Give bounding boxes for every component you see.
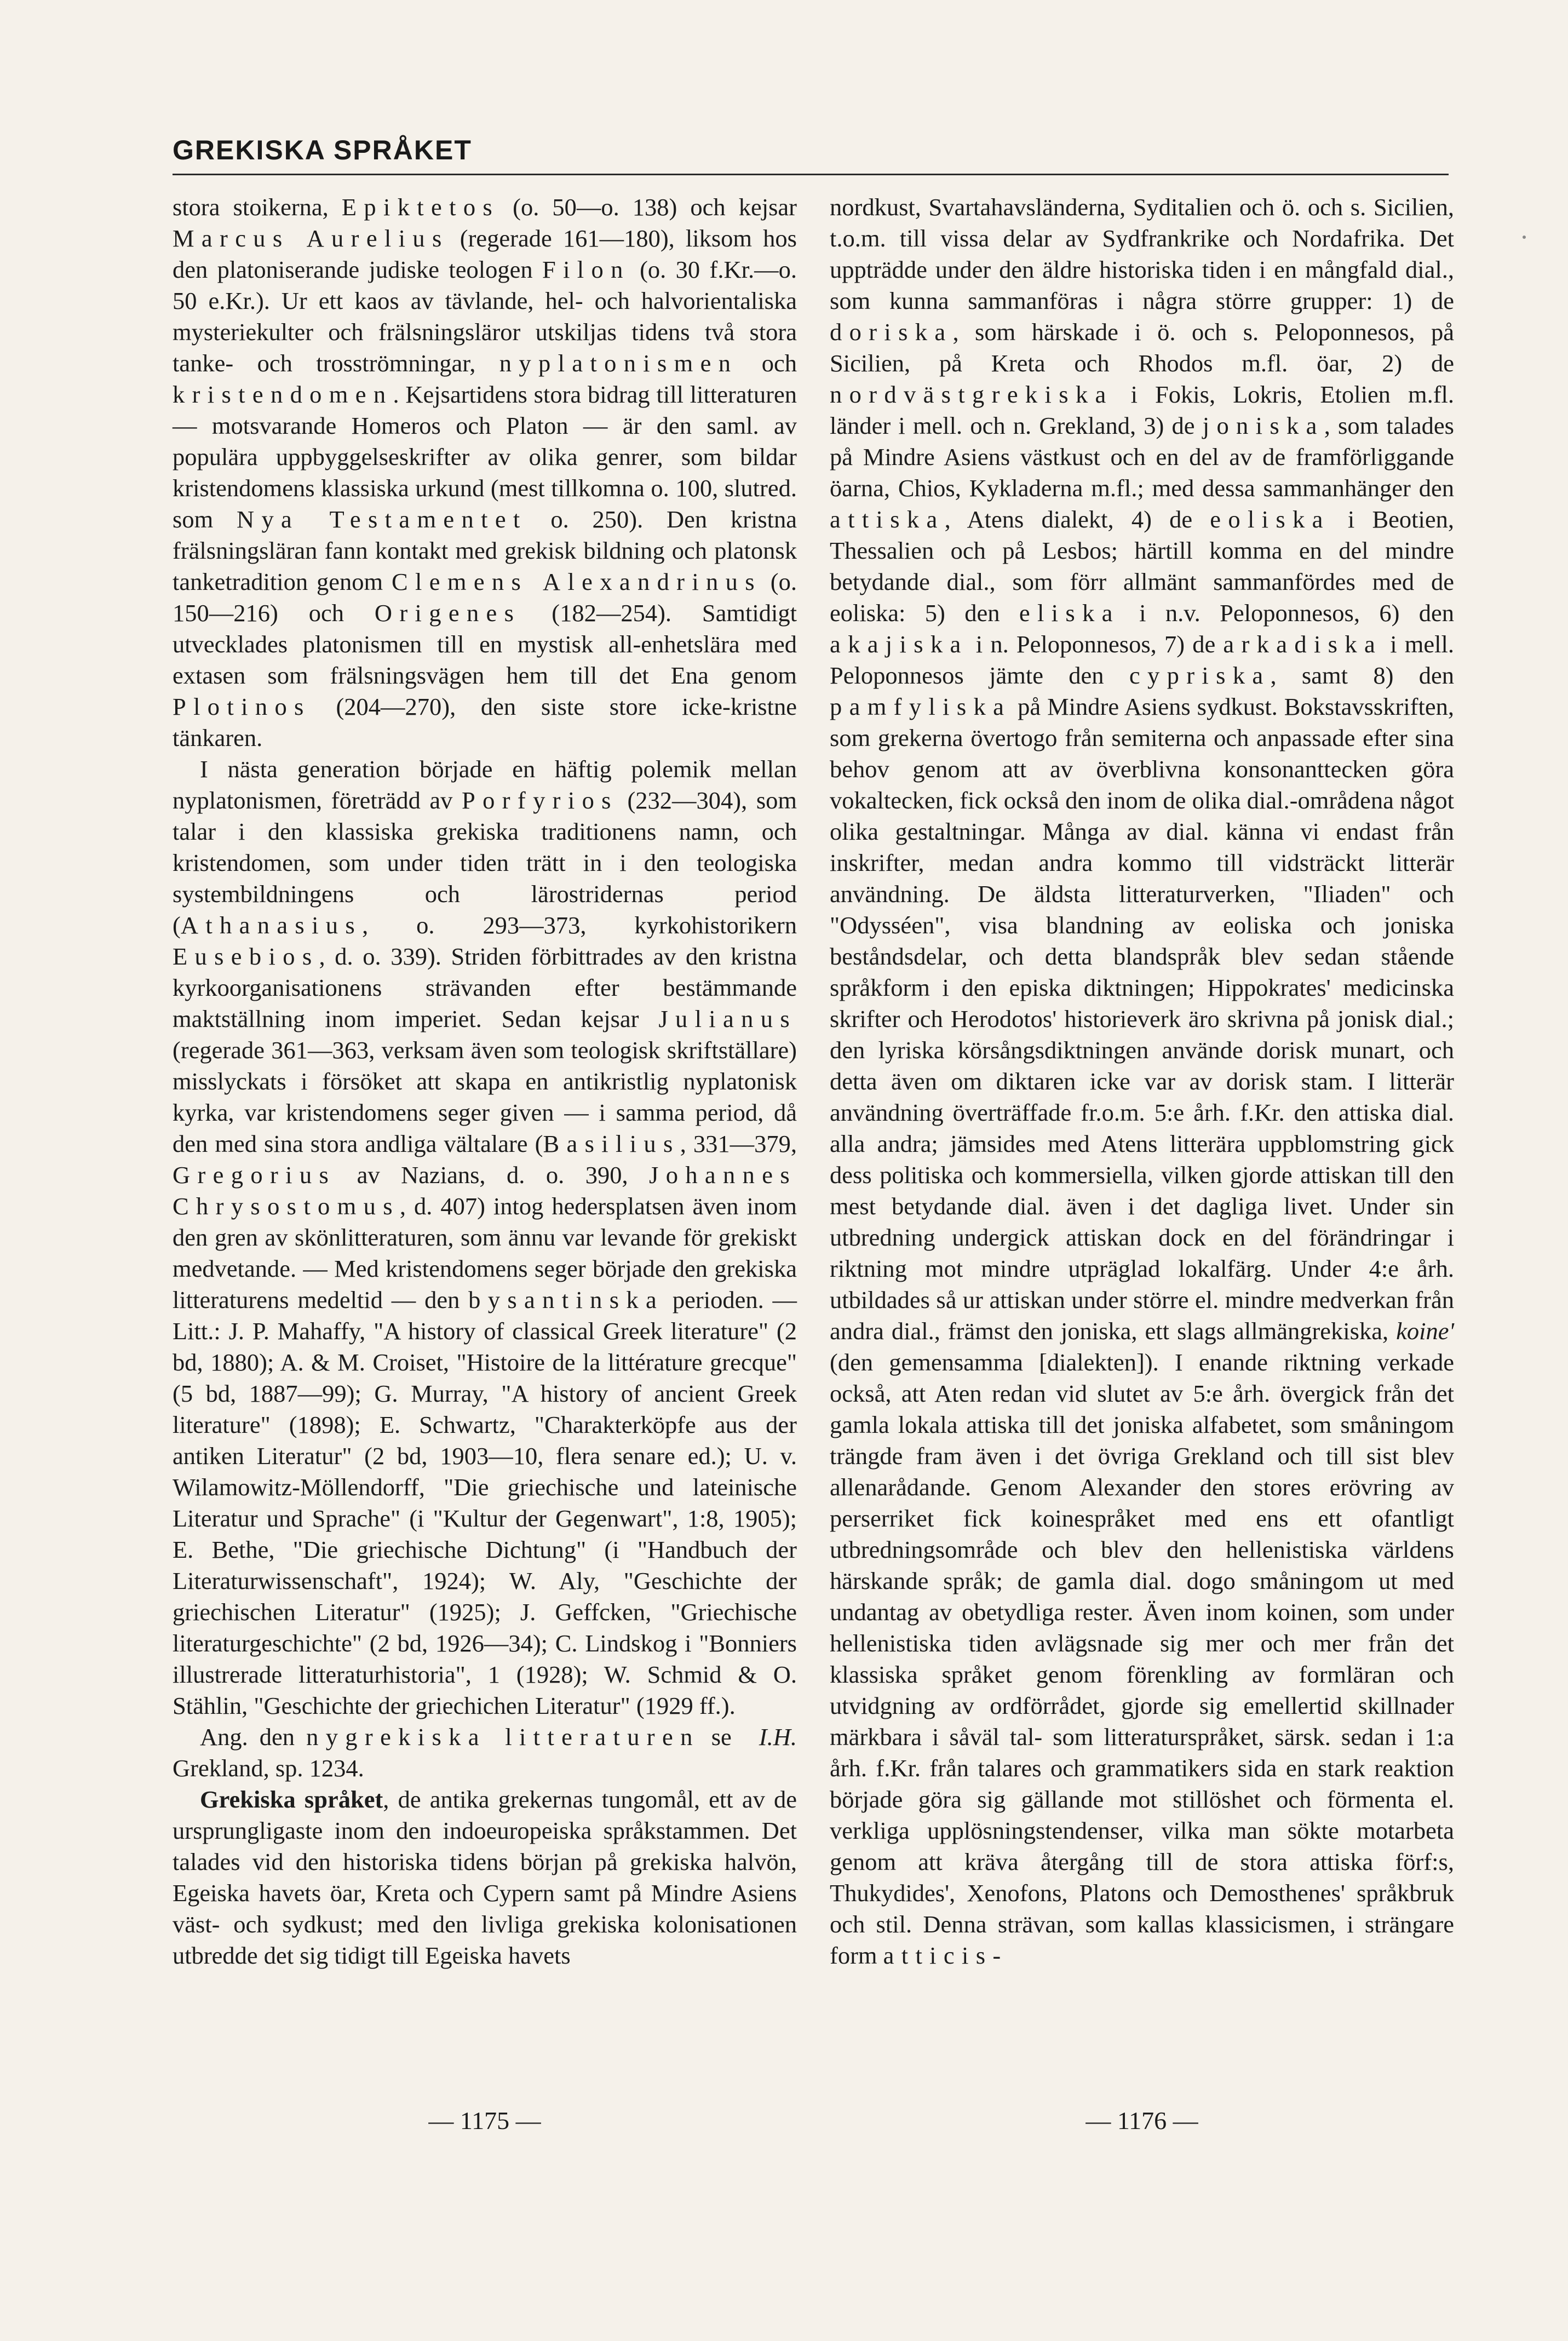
- spaced-term: Clemens Alexandrinus: [392, 568, 762, 595]
- spaced-term: Filon: [542, 256, 630, 283]
- left-paragraph-2-text: [173, 755, 797, 1719]
- author-signature: I.H.: [759, 1723, 797, 1751]
- spaced-term: bysantinska: [468, 1286, 664, 1313]
- spaced-term: Eusebios: [173, 943, 319, 970]
- text-run: (204—270), den siste store icke-kristne tänkaren.: [173, 693, 797, 751]
- spaced-term: Julianus: [658, 1005, 797, 1032]
- italic-term: koine': [1396, 1317, 1454, 1345]
- spaced-term: eoliska: [1210, 506, 1330, 533]
- speck-mark: [1523, 236, 1526, 239]
- text-run: , d. o. 339). Striden förbittrades av den kristna kyrkoorganisationens strävanden efter bestämmande maktställning inom imperiet. Sedan kejsar: [173, 943, 797, 1032]
- left-column: [173, 192, 797, 1971]
- text-run: i n.v. Peloponnesos, 6) den: [1119, 599, 1455, 627]
- text-run: i Beotien, Thessalien och på Lesbos; härtill komma en del mindre betydande dial., som förr allmänt sammanfördes med de eoliska: 5) den: [830, 506, 1454, 627]
- text-run: (182—254). Samtidigt utvecklades platonismen till en mystisk all-enhetslära med extasen som frälsningsvägen hem till det Ena genom: [173, 599, 797, 689]
- text-run: , samt 8) den: [1270, 662, 1454, 689]
- right-column: [830, 192, 1454, 1971]
- text-run: stora stoikerna,: [173, 193, 342, 221]
- text-run: . Kejsartidens stora bidrag till litteraturen — motsvarande Homeros och Platon — är den saml. av populära uppbyggelseskrifter av olika genrer, som bildar kristendomens klassiska urkund (mest tillkomna o. 100, slutred. som: [173, 381, 797, 533]
- spaced-term: Porfyrios: [462, 787, 618, 814]
- text-run: (regerade 161—180), liksom hos den platoniserande judiske teologen: [173, 225, 797, 283]
- text-run: I nästa generation började en häftig polemik mellan nyplatonismen, företrädd av: [173, 755, 797, 814]
- text-run: i n. Peloponnesos, 7) de: [968, 630, 1224, 658]
- text-run: (regerade 361—363, verksam även som teologisk skriftställare) misslyckats i försöket att skapa en antikristlig nyplatonisk kyrka, var kristendomens seger given — i samma period, då den med sina stora andliga vältalare (: [173, 1036, 797, 1157]
- spaced-term: arkadiska: [1223, 630, 1383, 658]
- spaced-term: attiska: [830, 506, 945, 533]
- spaced-term: nordvästgrekiska: [830, 381, 1113, 408]
- spaced-term: Basilius: [543, 1130, 680, 1157]
- text-run: nordkust, Svartahavsländerna, Syditalien och ö. och s. Sicilien, t.o.m. till vissa delar av Sydfrankrike och Nordafrika. Det uppträdde under den äldre historiska tiden i en mångfald dial., som kunna sammanföras i några större grupper: 1) de: [830, 193, 1454, 314]
- text-run: perioden. — Litt.: J. P. Mahaffy, "A history of classical Greek literature" (2 bd, 1880); A. & M. Croiset, "Histoire de la littérature grecque" (5 bd, 1887—99); G. Murray, "A history of ancient Greek literature" (1898); E. Schwartz, "Charakterköpfe aus der antiken Literatur" (2 bd, 1903—10, flera senare ed.); U. v. Wilamowitz-Möllendorff, "Die griechische und lateinische Literatur und Sprache" (i "Kultur der Gegenwart", 1:8, 1905); E. Bethe, "Die griechische Dichtung" (i "Handbuch der Literaturwissenschaft", 1924); W. Aly, "Geschichte der griechischen Literatur" (1925); J. Geffcken, "Griechische literaturgeschichte" (2 bd, 1926—34); C. Lindskog i "Bonniers illustrerade litteraturhistoria", 1 (1928); W. Schmid & O. Stählin, "Geschichte der griechichen Literatur" (1929 ff.).: [173, 1286, 797, 1719]
- page-number-right: — 1176 —: [1085, 2107, 1198, 2135]
- text-run: i Fokis, Lokris, Etolien m.fl. länder i mell. och n. Grekland, 3) de: [830, 381, 1454, 439]
- cross-reference: [173, 1722, 797, 1784]
- spaced-term: pamfyliska: [830, 693, 1012, 720]
- spaced-term: eliska: [1019, 599, 1120, 627]
- text-run: , o. 293—373, kyrkohistorikern: [362, 911, 797, 939]
- entry-headword: Grekiska språket: [200, 1786, 383, 1813]
- spaced-term: Gregorius: [173, 1161, 336, 1189]
- text-run: o. 250). Den kristna frälsningsläran fann kontakt med grekisk bildning och platonsk tanketradition genom: [173, 506, 797, 595]
- text-run: , de antika grekernas tungomål, ett av de ursprungligaste inom den indoeuropeiska språkstammen. Det talades vid den historiska tidens början på grekiska halvön, Egeiska havets öar, Kreta och Cypern samt på Mindre Asiens väst- och sydkust; med den livliga grekiska kolonisationen utbredde det sig tidigt till Egeiska havets: [173, 1786, 797, 1969]
- text-run: , d. 407) intog hedersplatsen även inom den gren av skönlitteraturen, som ännu var levande för grekiskt medvetande. — Med kristendomens seger började den grekiska litteraturens medeltid — den: [173, 1192, 797, 1313]
- text-run: , Atens dialekt, 4) de: [944, 506, 1210, 533]
- page-title: GREKISKA SPRÅKET: [173, 135, 472, 165]
- spaced-term: Nya Testamentet: [236, 506, 527, 533]
- text-run: (232—304), som talar i den klassiska grekiska traditionens namn, och kristendomen, som under tiden trätt in i den teologiska systembildningens och lärostridernas period (: [173, 787, 797, 939]
- text-run: (o. 50—o. 138) och kejsar: [499, 193, 797, 221]
- spaced-term: Johannes Chrysostomus: [173, 1161, 797, 1220]
- spaced-term: akajiska: [830, 630, 968, 658]
- spaced-term: Marcus Aurelius: [173, 225, 449, 252]
- text-run: (o. 150—216) och: [173, 568, 797, 627]
- left-paragraph-1: [173, 192, 797, 754]
- spaced-term: atticis-: [883, 1942, 1008, 1969]
- text-run: och: [738, 349, 797, 377]
- spaced-term: Epiktetos: [341, 193, 500, 221]
- page-number-left: — 1175 —: [428, 2107, 541, 2135]
- entry-grekiska-spraket: [173, 1784, 797, 1971]
- spaced-term: joniska: [1202, 412, 1324, 439]
- spaced-term: Plotinos: [173, 693, 311, 720]
- text-run: (o. 30 f.Kr.—o. 50 e.Kr.). Ur ett kaos av tävlande, hel- och halvorientaliska mysteriekulter och frälsningsläror utskiljas tidens två stora tanke- och trosströmningar,: [173, 256, 797, 377]
- text-run: se Grekland, sp. 1234.: [173, 1723, 732, 1782]
- right-paragraph-1: [830, 192, 1454, 1971]
- text-run: Ang. den: [200, 1723, 307, 1751]
- spaced-term: Athanasius: [180, 911, 363, 939]
- text-run: , som härskade i ö. och s. Peloponnesos, på Sicilien, på Kreta och Rhodos m.fl. öar, 2) de: [830, 318, 1454, 377]
- text-run: av Nazians, d. o. 390,: [336, 1161, 650, 1189]
- spaced-term: nygrekiska litteraturen: [306, 1723, 700, 1751]
- text-run: i mell. Peloponnesos jämte den: [830, 630, 1454, 689]
- text-run: (den gemensamma [dialekten]). I enande riktning verkade också, att Aten redan vid slutet av 5:e årh. övergick från det gamla lokala attiska till det joniska alfabetet, som småningom trängde fram även i det övriga Grekland och till sist blev allenarådande. Genom Alexander den stores erövring av perserriket fick koinespråket med ens ett ofantligt utbredningsområde och blev den hellenistiska världens härskande språk; de gamla dial. dogo småningom ut med undantag av obetydliga rester. Även inom koinen, som under hellenistiska tiden avlägsnade sig mer och mer från det klassiska språket genom förenkling av formläran och utvidgning av ordförrådet, gjorde sig emellertid skillnader märkbara i såväl tal- som litteraturspråket, särsk. sedan i 1:a årh. f.Kr. från talares och grammatikers sida en stark reaktion började göra sig gällande mot stillöshet och förmenta el. verkliga upplösningstendenser, vilka man sökte motarbeta genom att kräva återgång till de stora attiska förf:s, Thukydides', Xenofons, Platons och Demosthenes' språkbruk och stil. Denna strävan, som kallas klassicismen, i strängare form: [830, 1349, 1454, 1969]
- running-header: [173, 134, 1449, 175]
- text-run: , 331—379,: [680, 1130, 797, 1157]
- spaced-term: Origenes: [374, 599, 521, 627]
- spaced-term: cypriska: [1129, 662, 1271, 689]
- spaced-term: doriska: [830, 318, 953, 346]
- text-run: på Mindre Asiens sydkust. Bokstavsskriften, som grekerna övertogo från semiterna och anpassade efter sina behov genom att av överblivna konsonanttecken göra vokaltecken, fick också den inom de olika dial.-områdena något olika gestaltningar. Många av dial. känna vi endast från inskrifter, medan andra kommo till vidsträckt litterär användning. De äldsta litteraturverken, "Iliaden" och "Odysséen", visa blandning av eoliska och joniska beståndsdelar, och detta blandspråk blev sedan stående språkform i den episka diktningen; Hippokrates' medicinska skrifter och Herodotos' historieverk äro skrivna på jonisk dial.; den lyriska körsångsdiktningen använde dorisk munart, och detta även om diktaren icke var av dorisk stam. I litterär användning överträffade fr.o.m. 5:e årh. f.Kr. den attiska dial. alla andra; jämsides med Atens litterära uppblomstring gick dess politiska och kommersiella, vilken gjorde attiskan till den mest betydande dial. även i det dagliga livet. Under sin utbredning undergick attiskan dock en del förändringar i riktning mot mindre utpräglad lokalfärg. Under 4:e årh. utbildades så ur attiskan under större el. mindre medverkan från andra dial., främst den joniska, ett slags allmängrekiska,: [830, 693, 1454, 1345]
- text-run: , som talades på Mindre Asiens västkust och en del av de framförliggande öarna, Chios, Kykladerna m.fl.; med dessa sammanhänger den: [830, 412, 1454, 502]
- spaced-term: nyplatonismen: [499, 349, 738, 377]
- spaced-term: kristendomen: [173, 381, 393, 408]
